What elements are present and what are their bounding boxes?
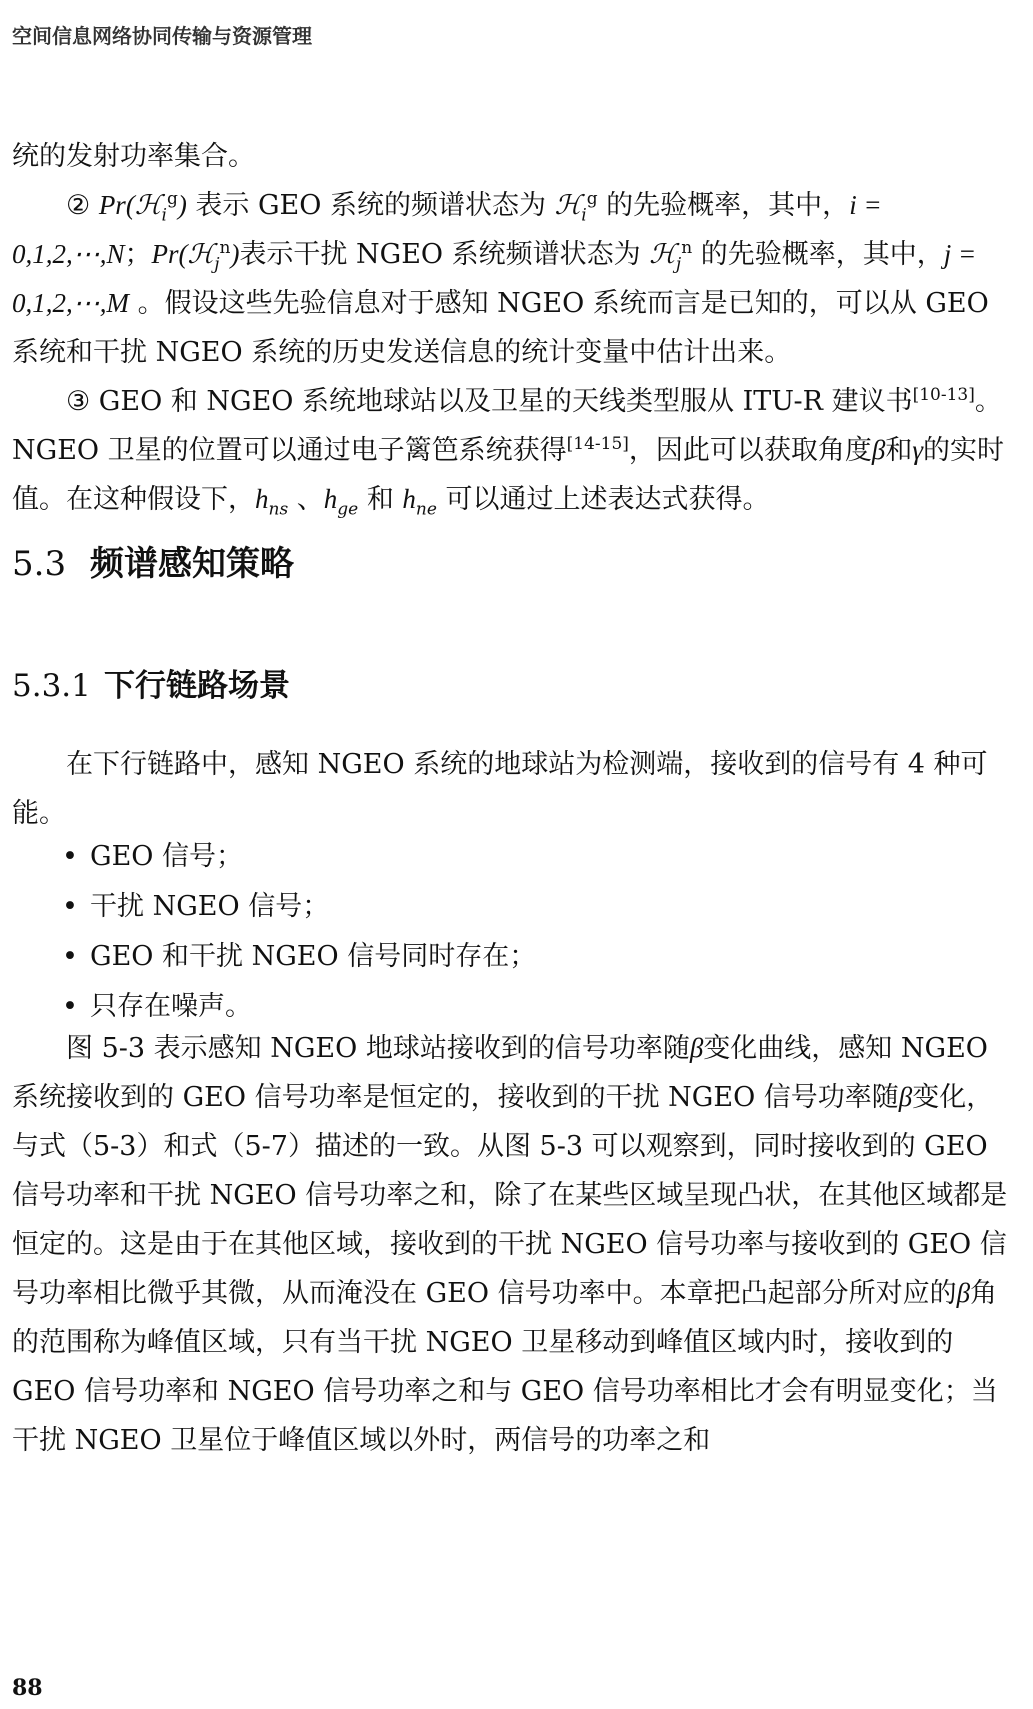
circle-number-3: ③ xyxy=(66,386,91,417)
analysis-paragraph: 图 5-3 表示感知 NGEO 地球站接收到的信号功率随β变化曲线，感知 NGEO 系统接收到的 GEO 信号功率是恒定的，接收到的干扰 NGEO 信号功率随β变化，与式（5-3）和式（5-7）描述的一致。从图 5-3 可以观察到，同时接收到的 GEO 信号功率和干扰 NGEO 信号功率之和，除了在某些区域呈现凸状，在其他区域都是恒定的。这是由于在其他区域，接收到的干扰 NGEO 信号功率与接收到的 GEO 信号功率相比微乎其微，从而淹没在 GEO 信号功率中。本章把凸起部分所对应的β角的范围称为峰值区域，只有当干扰 NGEO 卫星移动到峰值区域内时，接收到的 GEO 信号功率和 NGEO 信号功率之和与 GEO 信号功率相比才会有明显变化；当干扰 NGEO 卫星位于峰值区域以外时，两信号的功率之和 xyxy=(12,1033,1008,1456)
list-item: • 干扰 NGEO 信号； xyxy=(62,882,1022,932)
list-item: • 只存在噪声。 xyxy=(62,982,1022,1032)
list-item: • GEO 信号； xyxy=(62,832,1022,882)
citation-ref: [10-13] xyxy=(912,385,975,405)
subsection-number: 5.3.1 xyxy=(12,668,91,704)
assumptions-block xyxy=(12,132,1020,524)
index-range-j: j = 0,1,2,⋯,M xyxy=(12,239,977,318)
assumption-3: ③ GEO 和 NGEO 系统地球站以及卫星的天线类型服从 ITU-R 建议书[10-13]。NGEO 卫星的位置可以通过电子篱笆系统获得[14-15]，因此可以获取角度β和γ的实时值。在这种假设下，$h_{ns}$ 、$h_{ge}$ 和 $h_{ne}$ 可以通过上述表达式获得。 xyxy=(12,385,1004,520)
circle-number-2: ② xyxy=(66,190,91,221)
running-header: 空间信息网络协同传输与资源管理 xyxy=(12,24,312,48)
intro-paragraph: 在下行链路中，感知 NGEO 系统的地球站为检测端，接收到的信号有 4 种可能。 xyxy=(12,749,988,829)
intro-block xyxy=(12,740,1020,838)
continuation-line: 统的发射功率集合。 xyxy=(12,141,255,172)
index-range-i: i = 0,1,2,⋯,N xyxy=(12,190,882,269)
page-number: 88 xyxy=(12,1675,43,1701)
subsection-heading xyxy=(12,660,290,705)
list-item: • GEO 和干扰 NGEO 信号同时存在； xyxy=(62,932,1022,982)
analysis-block xyxy=(12,1024,1020,1465)
signal-possibilities-list xyxy=(62,832,1022,1032)
subsection-title: 下行链路场景 xyxy=(104,668,290,704)
assumption-2: ② Pr(ℋ$_i^g$) 表示 GEO 系统的频谱状态为 ℋ$_i^g$ 的先验概率，其中，i = 0,1,2,⋯,N；Pr(ℋ$_j^n$)表示干扰 NGEO 系统频谱状态为 ℋ$_j^n$ 的先验概率，其中，j = 0,1,2,⋯,M 。假设这些先验信息对于感知 NGEO 系统而言是已知的，可以从 GEO 系统和干扰 NGEO 系统的历史发送信息的统计变量中估计出来。 xyxy=(12,189,989,368)
section-number: 5.3 xyxy=(12,544,67,584)
section-heading xyxy=(12,536,294,585)
citation-ref: [14-15] xyxy=(566,434,629,454)
section-title: 频谱感知策略 xyxy=(90,544,294,584)
